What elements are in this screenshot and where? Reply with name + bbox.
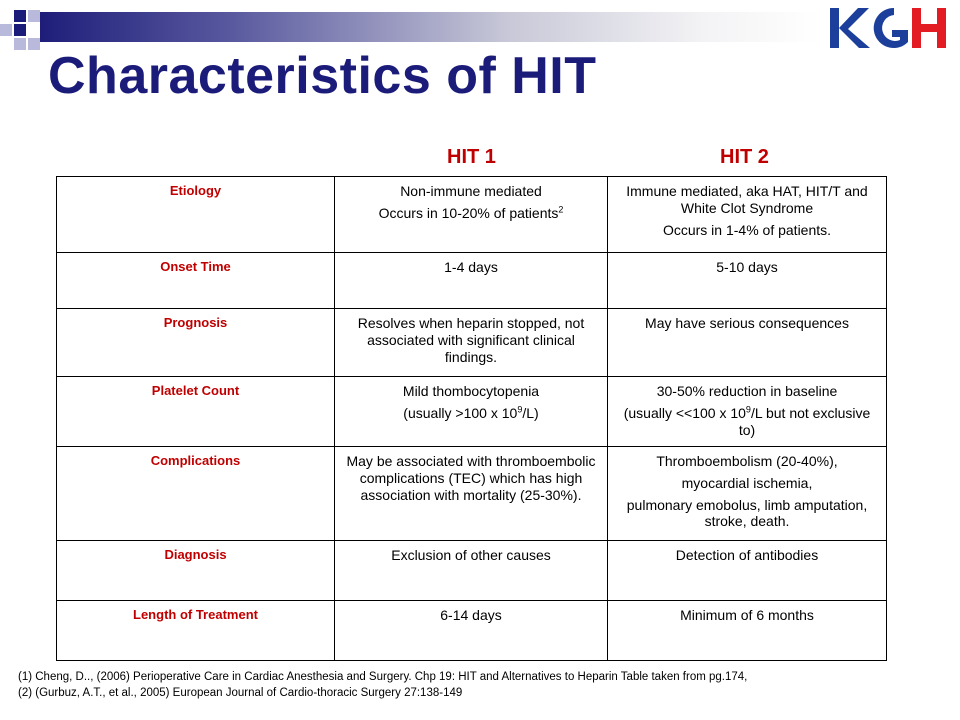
cell-line: 30-50% reduction in baseline [656, 383, 838, 399]
cell-line: Resolves when heparin stopped, not associated with significant clinical findings. [357, 315, 585, 365]
hit2-cell [608, 541, 887, 601]
table-row [57, 309, 887, 377]
hit2-cell [608, 253, 887, 309]
cell-line: Immune mediated, aka HAT, HIT/T and White Clot Syndrome [626, 183, 868, 216]
decor-square [28, 38, 40, 50]
row-label: Length of Treatment [57, 601, 335, 661]
hit2-cell [608, 177, 887, 253]
table-row [57, 253, 887, 309]
hit2-cell [608, 601, 887, 661]
reference-item: (2) (Gurbuz, A.T., et al., 2005) European Journal of Cardio-thoracic Surgery 27:138-149 [18, 686, 463, 699]
cell-line: Minimum of 6 months [680, 607, 814, 623]
cell-text: /L) [522, 404, 539, 421]
row-label: Onset Time [57, 253, 335, 309]
hit1-cell [335, 309, 608, 377]
cell-line: 5-10 days [716, 259, 778, 275]
row-label: Diagnosis [57, 541, 335, 601]
column-heading-hit2: HIT 2 [720, 146, 769, 168]
cell-line: May have serious consequences [645, 315, 849, 331]
page-title: Characteristics of HIT [48, 47, 597, 105]
cell-line: Occurs in 1-4% of patients. [662, 221, 832, 238]
decor-square [28, 10, 40, 22]
cell-text: (usually >100 x 10 [403, 404, 518, 421]
column-heading-hit1: HIT 1 [447, 146, 496, 168]
kgh-logo [828, 4, 950, 52]
hit2-cell [608, 447, 887, 541]
row-label: Platelet Count [57, 377, 335, 447]
cell-line: May be associated with thromboembolic complications (TEC) which has high association with mortality (25-30%). [346, 453, 596, 503]
row-label: Complications [57, 447, 335, 541]
hit1-cell [335, 253, 608, 309]
decor-square [14, 10, 26, 22]
cell-line: myocardial ischemia, [681, 474, 813, 491]
cell-text: /L but not exclusive to) [738, 404, 871, 438]
cell-line: Detection of antibodies [675, 547, 819, 563]
cell-line: Non-immune mediated [400, 183, 542, 199]
hit2-cell [608, 309, 887, 377]
cell-text: (usually <<100 x 10 [623, 404, 746, 421]
hit1-cell [335, 377, 608, 447]
reference-item: (1) Cheng, D.., (2006) Perioperative Care in Cardiac Anesthesia and Surgery. Chp 19: HIT and Alternatives to Heparin Table taken from pg.174, [18, 671, 748, 683]
hit1-cell [335, 601, 608, 661]
hit2-cell [608, 377, 887, 447]
table-row [57, 601, 887, 661]
cell-line: Mild thombocytopenia [402, 383, 540, 399]
hit-comparison-table [56, 176, 887, 661]
cell-line: 6-14 days [440, 607, 502, 623]
footnote-marker: 2 [558, 204, 564, 215]
hit1-cell [335, 541, 608, 601]
hit1-cell [335, 447, 608, 541]
row-label: Etiology [57, 177, 335, 253]
decor-square [0, 24, 12, 36]
exponent: 9 [745, 404, 751, 415]
cell-line: 1-4 days [444, 259, 498, 275]
references [18, 670, 918, 701]
table-row [57, 447, 887, 541]
cell-line: pulmonary emobolus, limb amputation, stroke, death. [626, 496, 868, 530]
table-row [57, 541, 887, 601]
table-row [57, 377, 887, 447]
cell-line: Exclusion of other causes [391, 547, 551, 563]
cell-line [341, 205, 601, 222]
table-row [57, 177, 887, 253]
cell-text: Occurs in 10-20% of patients [378, 204, 559, 221]
decor-square [14, 24, 26, 36]
cell-line [614, 405, 880, 439]
cell-line: Thromboembolism (20-40%), [656, 453, 838, 469]
decor-square [14, 38, 26, 50]
cell-line [341, 405, 601, 422]
header-gradient-bar [40, 12, 820, 42]
exponent: 9 [517, 404, 523, 415]
row-label: Prognosis [57, 309, 335, 377]
hit1-cell [335, 177, 608, 253]
